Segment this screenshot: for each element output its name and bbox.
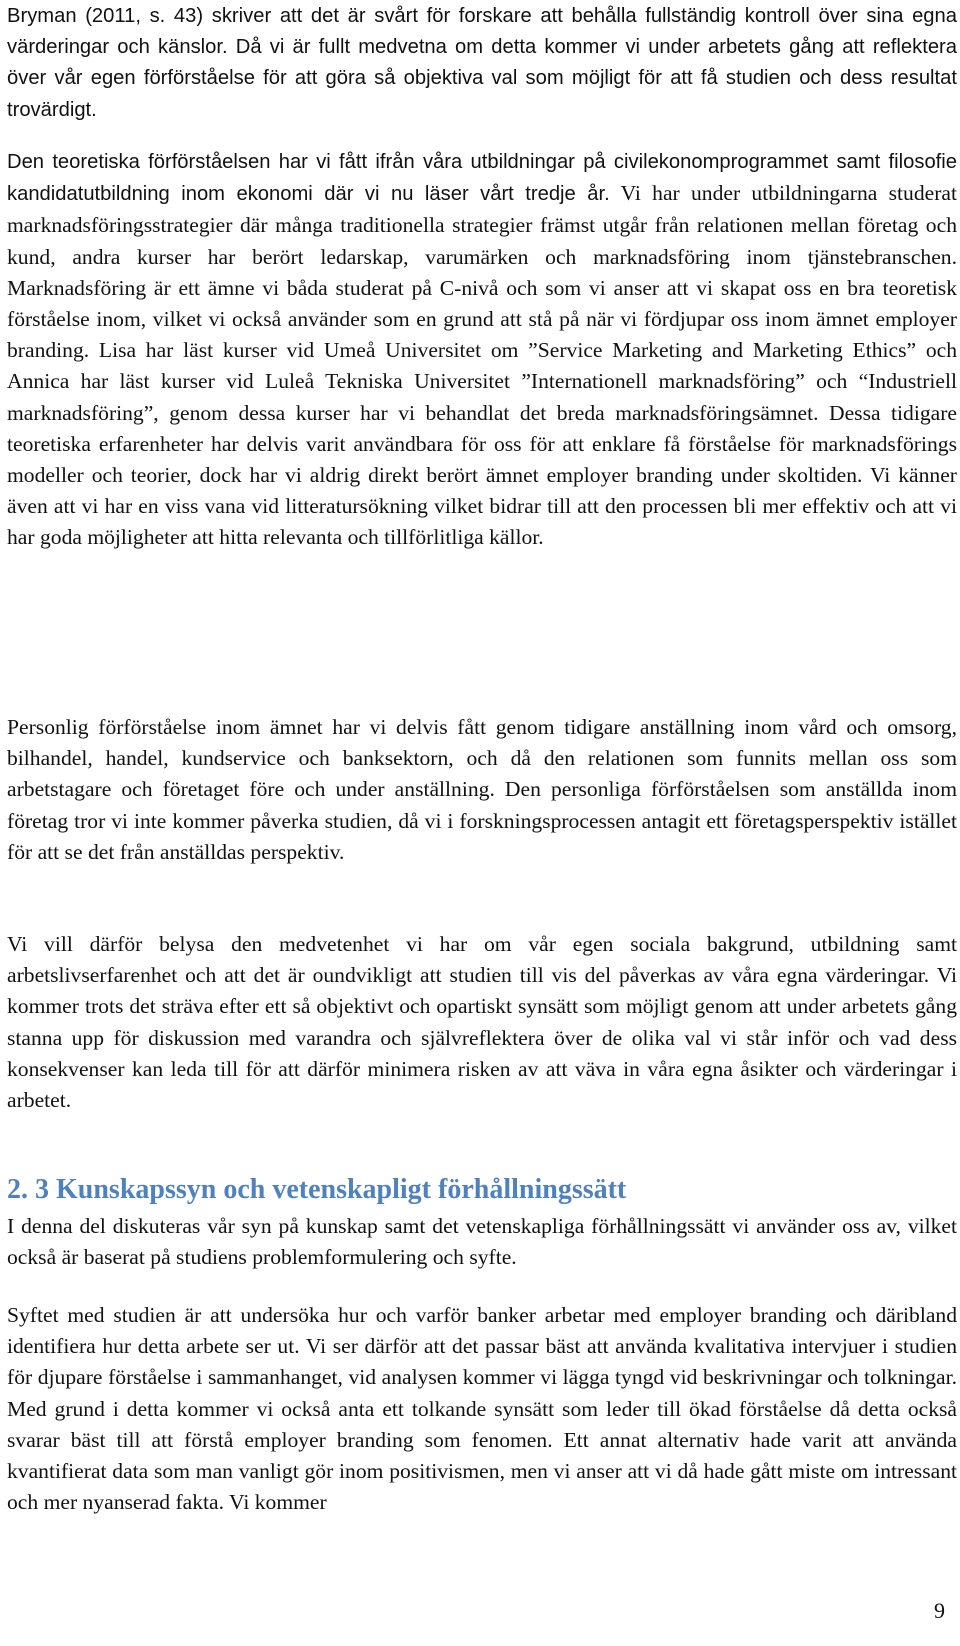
paragraph-study-purpose: Syftet med studien är att undersöka hur och varför banker arbetar med employer branding och däribland identifiera hur detta arbete ser ut. Vi ser därför att det passar bäst att använda kvalitativa intervjuer i studien för djupare förståelse i sammanhanget, vid analysen kommer vi lägga tyngd vid beskrivningar och tolkningar. Med grund i detta kommer vi också anta ett tolkande synsätt som leder till ökad förståelse då detta också svarar bäst till att förstå employer branding som fenomen. Ett annat alternativ hade varit att använda kvantifierat data som man vanligt gör inom positivismen, men vi anser att vi då hade gått miste om intressant och mer nyanserad fakta. Vi kommer	[7, 1303, 957, 1515]
section-heading: 2. 3 Kunskapssyn och vetenskapligt förhållningssätt	[7, 1174, 627, 1205]
paragraph-reflection: Bryman (2011, s. 43) skriver att det är svårt för forskare att behålla fullständig kontroll över sina egna värderingar och känslor. Då vi är fullt medvetna om detta kommer vi under arbetets gång att reflektera över vår egen förförståelse för att göra så objektiva val som möjligt för att få studien och dess resultat trovärdigt.	[7, 5, 957, 121]
page-number: 9	[934, 1598, 945, 1623]
paragraph-segment-serif: Vi har under utbildningarna studerat marknadsföringsstrategier där många traditionella strategier främst utgår från relationen mellan företag och kund, andra kurser har berört ledarskap, varumärken och marknadsföring inom tjänstebranschen. Marknadsföring är ett ämne vi båda studerat på C-nivå och som vi anser att vi skapat oss en bra teoretisk förståelse inom, vilket vi också använder som en grund att stå på när vi fördjupar oss inom ämnet employer branding. Lisa har läst kurser vid Umeå Universitet om ”Service Marketing and Marketing Ethics” och Annica har läst kurser vid Luleå Tekniska Universitet ”Internationell marknadsföring” och “Industriell marknadsföring”, genom dessa kurser har vi behandlat det breda marknadsföringsämnet. Dessa tidigare teoretiska erfarenheter har delvis varit användbara för oss för att enklare få förståelse för marknadsförings modeller och teorier, dock har vi aldrig direkt berört ämnet employer branding under skoltiden. Vi känner även att vi har en viss vana vid litteratursökning vilket bidrar till att den processen bli mer effektiv och att vi har goda möjligheter att hitta relevanta och tillförlitliga källor.	[7, 181, 957, 550]
paragraph-theoretical-preunderstanding	[7, 146, 957, 554]
paragraph-segment-sans: Den teoretiska förförståelsen har vi fått ifrån våra utbildningar på civilekonomprogrammet samt filosofie kandidatutbildning inom ekonomi där vi nu läser vårt tredje år.	[7, 151, 957, 206]
paragraph-awareness: Vi vill därför belysa den medvetenhet vi har om vår egen sociala bakgrund, utbildning samt arbetslivserfarenhet och att det är oundvikligt att studien till vis del påverkas av våra egna värderingar. Vi kommer trots det sträva efter ett så objektivt och opartiskt synsätt som möjligt genom att under arbetets gång stanna upp för diskussion med varandra och självreflektera över de olika val vi står inför och vad dess konsekvenser kan leda till för att därför minimera risken av att väva in våra egna åsikter och värderingar i arbetet.	[7, 932, 957, 1113]
document-page	[7, 0, 957, 1646]
paragraph-personal-preunderstanding: Personlig förförståelse inom ämnet har vi delvis fått genom tidigare anställning inom vård och omsorg, bilhandel, handel, kundservice och banksektorn, och då den relationen som funnits mellan oss som arbetstagare och företaget före och under anställning. Den personliga förförståelsen som anställda inom företag tror vi inte kommer påverka studien, då vi i forskningsprocessen antagit ett företagsperspektiv istället för att se det från anställdas perspektiv.	[7, 715, 957, 864]
paragraph-section-intro: I denna del diskuteras vår syn på kunskap samt det vetenskapliga förhållningssätt vi använder oss av, vilket också är baserat på studiens problemformulering och syfte.	[7, 1214, 957, 1270]
